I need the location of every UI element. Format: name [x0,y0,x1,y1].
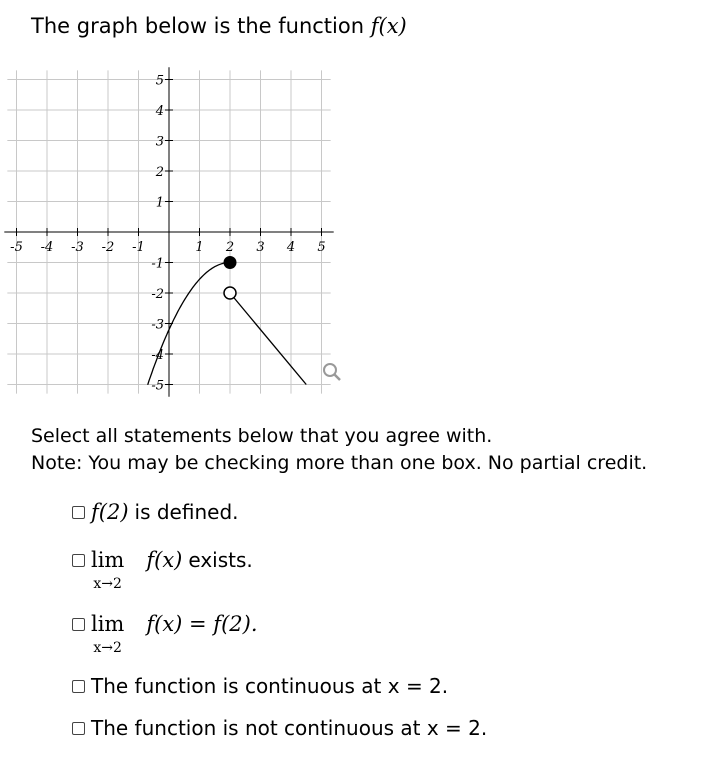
x-tick-label: -3 [71,240,84,255]
y-tick-label: -2 [151,287,164,302]
option-math: f(2) [91,500,129,524]
limit-expression: lim x→2 [91,548,125,592]
option-limit-equals[interactable] [72,612,258,656]
y-tick-label: 5 [155,73,164,89]
limit-expression: lim x→2 [91,612,125,656]
y-tick-label: -1 [151,256,164,272]
y-tick-label: 4 [155,104,164,119]
graph-axes [4,67,333,396]
title-function: f(x) [370,14,407,38]
open-point [224,287,236,299]
x-tick-label: 3 [256,240,265,255]
option-math: f(x) [146,548,183,572]
option-f2-defined[interactable] [72,500,239,524]
y-tick-label: -3 [151,317,164,333]
checkbox[interactable] [72,722,85,735]
y-tick-label: -5 [151,378,164,394]
title-text: The graph below is the function [31,14,365,38]
y-tick-label: 1 [155,195,164,211]
checkbox[interactable] [72,680,85,693]
question-title [31,14,407,38]
y-tick-label: -4 [151,348,164,363]
x-tick-label: 2 [225,240,235,255]
x-tick-label: 4 [286,240,296,255]
x-tick-label: -4 [40,240,54,255]
option-continuous[interactable] [72,674,448,698]
magnifier-icon[interactable] [324,364,340,380]
curve-right [230,293,306,385]
checkbox[interactable] [72,618,85,631]
option-limit-exists[interactable] [72,548,253,592]
x-tick-label: 1 [195,240,204,255]
instructions-line2: Note: You may be checking more than one box. No partial credit. [31,452,648,474]
y-tick-label: 2 [155,165,164,180]
function-graph [10,70,357,400]
instructions [31,423,647,477]
filled-point [224,256,237,269]
instructions-line1: Select all statements below that you agree with. [31,425,493,447]
x-tick-label: -5 [10,240,23,255]
x-tick-label: 5 [317,240,326,255]
option-text: The function is not continuous at x = 2. [91,716,488,740]
option-text: exists. [188,548,253,572]
checkbox[interactable] [72,506,85,519]
option-text: The function is continuous at x = 2. [91,674,449,698]
option-text: is defined. [134,500,239,524]
x-tick-label: -2 [101,240,115,255]
checkbox[interactable] [72,554,85,567]
option-math: f(x) = f(2). [146,612,258,636]
graph-tick-labels [10,74,325,394]
x-tick-label: -1 [132,240,145,255]
option-not-continuous[interactable] [72,716,487,740]
y-tick-label: 3 [155,134,164,150]
